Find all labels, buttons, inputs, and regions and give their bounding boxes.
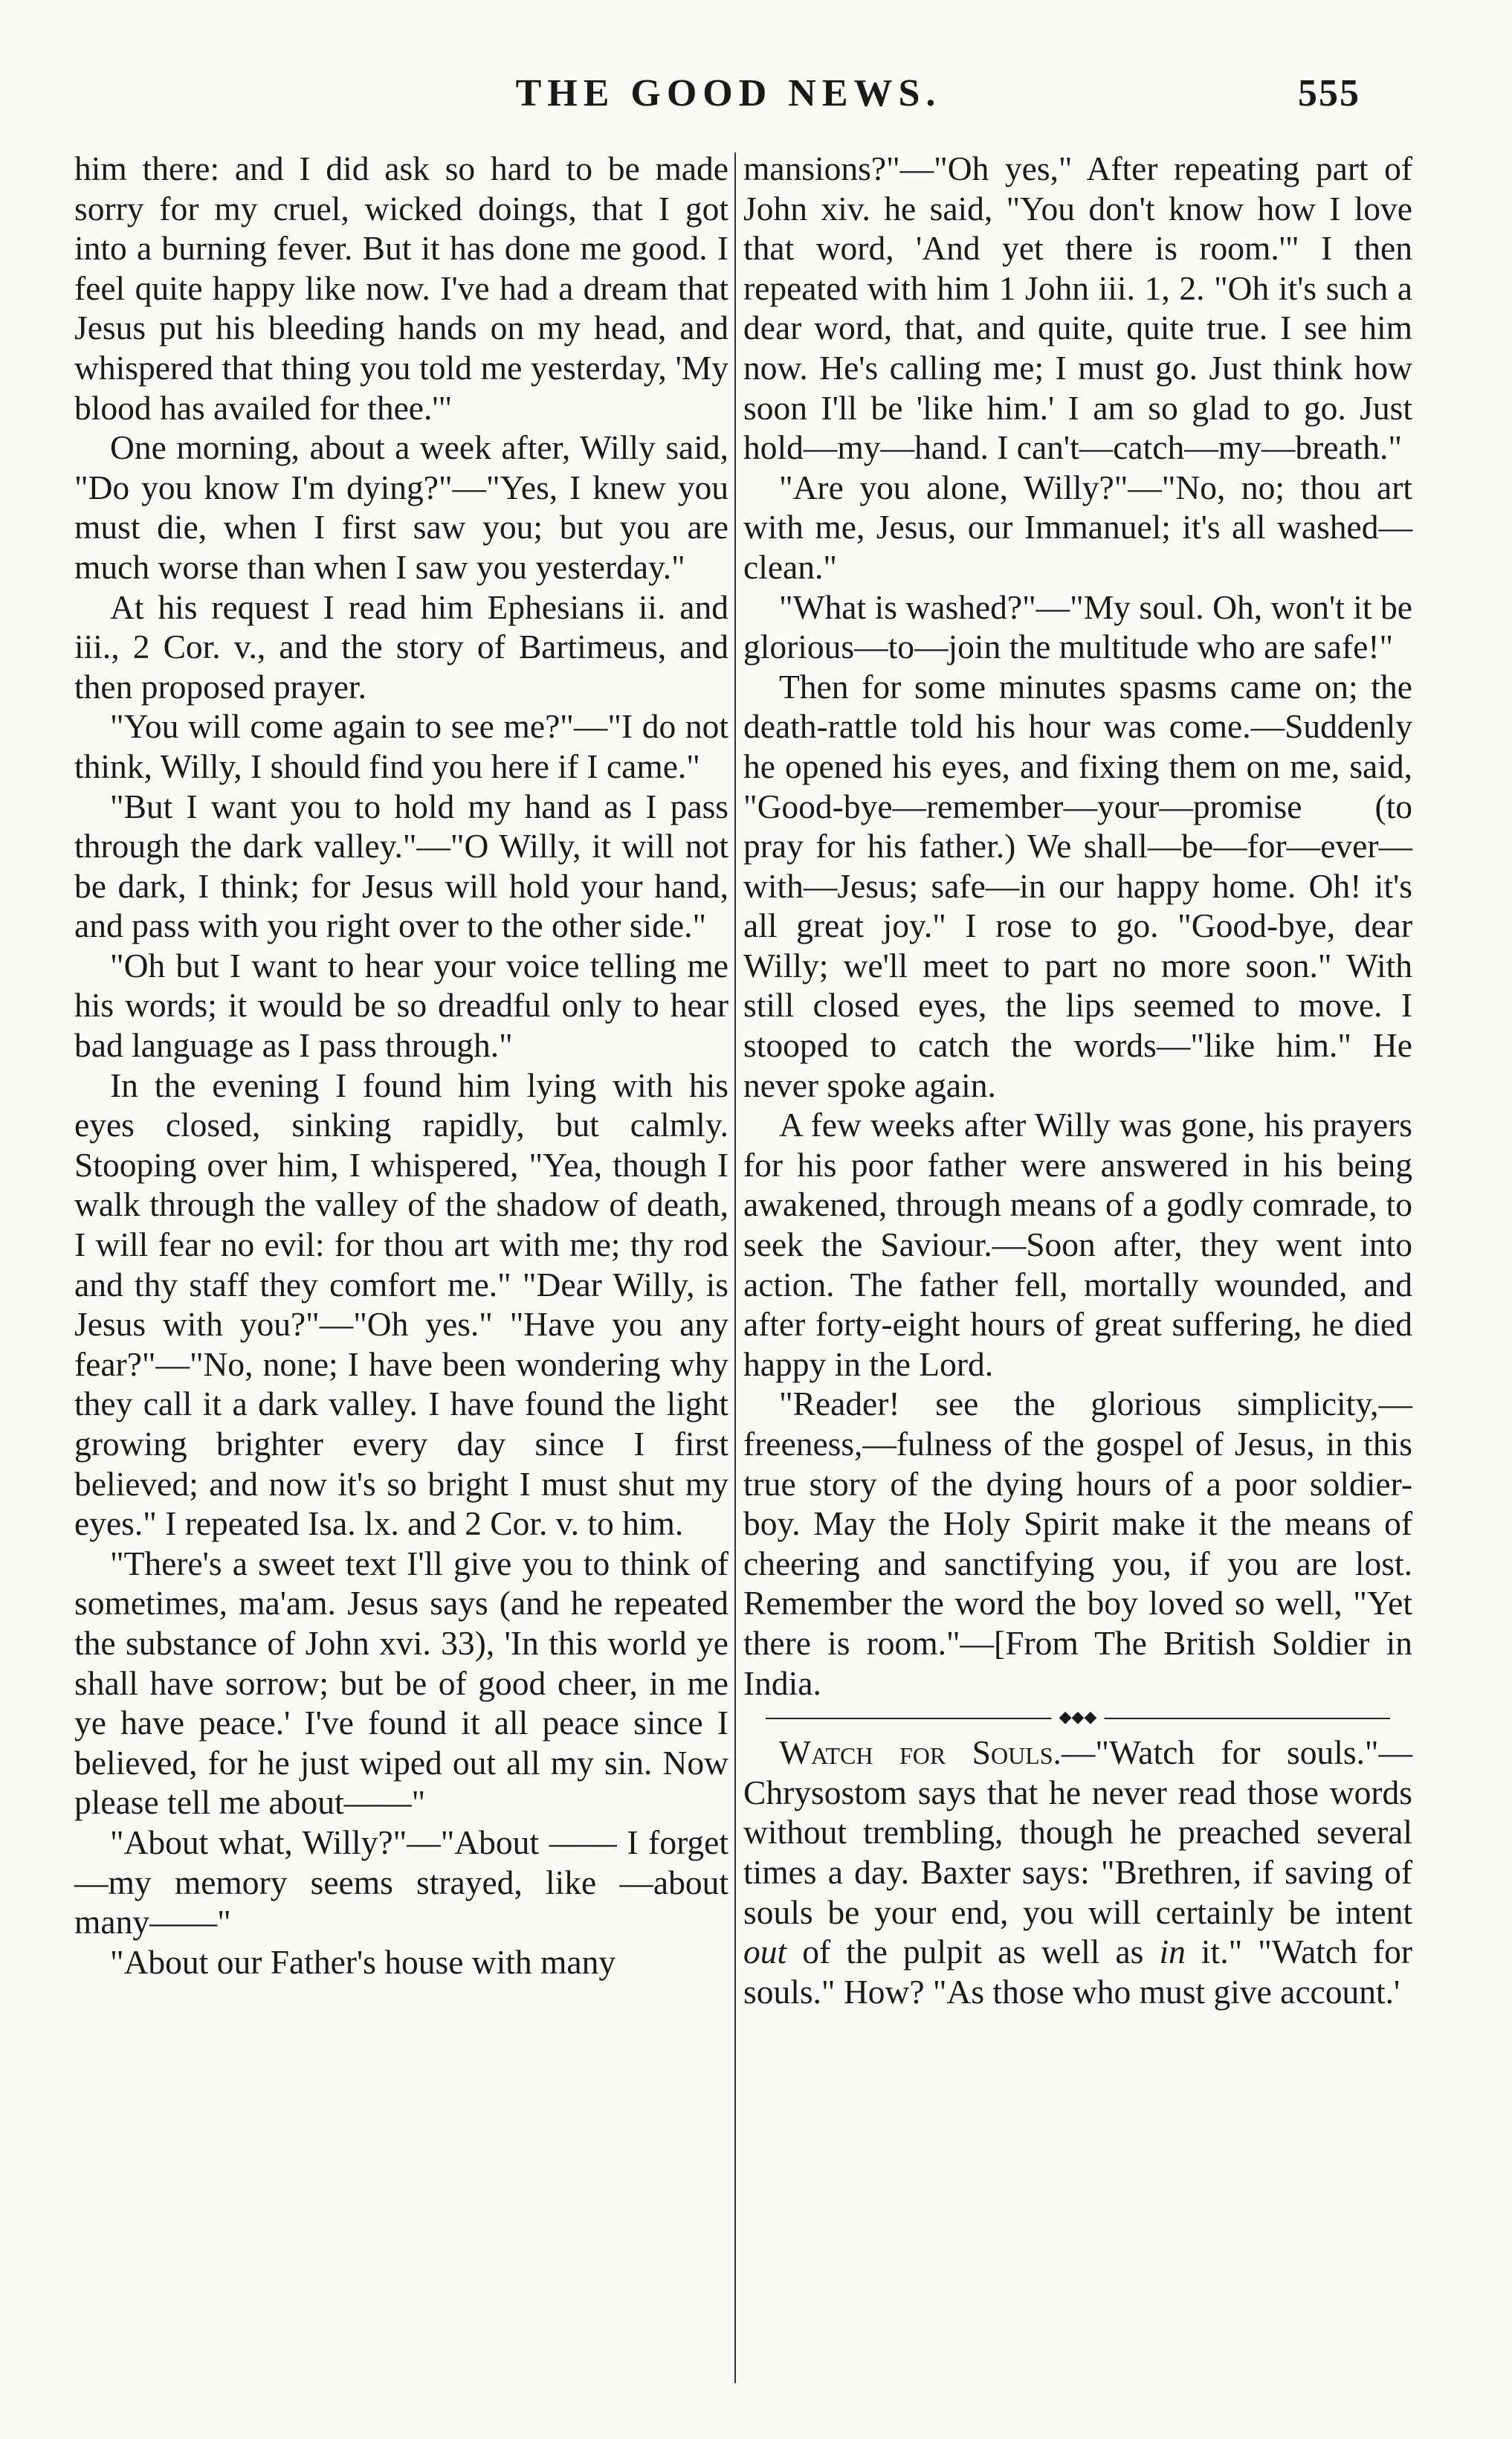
separator-ornament: ◆◆◆ xyxy=(1052,1707,1105,1728)
paragraph: "Reader! see the glorious simplicity,—freeness,—fulness of the gospel of Jesus, in this true story of the dying hours of a poor soldier-boy. May the Holy Spirit make it the means of cheering and sanctifying you, if you are lost. Remember the word the boy loved so well, "Yet there is room."—[From The British Soldier in India. xyxy=(743,1385,1412,1702)
paragraph: In the evening I found him lying with his eyes closed, sinking rapidly, but calmly. Stooping over him, I whispered, "Yea, though I walk through the valley of the shadow of death, I will fear no evil: for thou art with me; thy rod and thy staff they comfort me." "Dear Willy, is Jesus with you?"—"Oh yes." "Have you any fear?"—"No, none; I have been wondering why they call it a dark valley. I have found the light growing brighter every day since I first believed; and now it's so bright I must shut my eyes." I repeated Isa. lx. and 2 Cor. v. to him. xyxy=(74,1066,728,1543)
paragraph-text: of the pulpit as well as xyxy=(786,1933,1160,1971)
page-header xyxy=(97,71,1360,123)
section-separator xyxy=(743,1703,1412,1733)
column-divider xyxy=(734,152,736,2383)
paragraph: "What is washed?"—"My soul. Oh, won't it be glorious—to—join the multitude who are safe!" xyxy=(743,587,1412,666)
page-title: THE GOOD NEWS. xyxy=(515,72,942,115)
paragraph: One morning, about a week after, Willy said, "Do you know I'm dying?"—"Yes, I knew you must die, when I first saw you; but you are much worse than when I saw you yesterday." xyxy=(74,428,728,586)
paragraph: A few weeks after Willy was gone, his prayers for his poor father were answered in his being awakened, through means of a godly comrade, to seek the Saviour.—Soon after, they went into action. The father fell, mortally wounded, and after forty-eight hours of great suffering, he died happy in the Lord. xyxy=(743,1106,1412,1383)
emphasis-text: out xyxy=(743,1933,787,1971)
page-number: 555 xyxy=(1298,72,1360,115)
paragraph-text: —"Watch for souls."—Chrysostom says that he never read those words without trembling, though he preached several times a day. Baxter says: "Brethren, if saving of souls be your end, you will certainly be intent xyxy=(743,1733,1412,1931)
left-column xyxy=(74,149,728,1982)
paragraph: At his request I read him Ephesians ii. and iii., 2 Cor. v., and the story of Bartimeus, and then proposed prayer. xyxy=(74,587,728,706)
watch-for-souls-paragraph xyxy=(743,1733,1412,2011)
paragraph: him there: and I did ask so hard to be made sorry for my cruel, wicked doings, that I got into a burning fever. But it has done me good. I feel quite happy like now. I've had a dream that Jesus put his bleeding hands on my head, and whispered that thing you told me yesterday, 'My blood has availed for thee.'" xyxy=(74,149,728,427)
right-column xyxy=(743,149,1412,2011)
paragraph: "About our Father's house with many xyxy=(110,1942,616,1981)
section-heading: Watch for Souls. xyxy=(779,1733,1062,1772)
paragraph: "But I want you to hold my hand as I pass through the dark valley."—"O Willy, it will not be dark, I think; for Jesus will hold your hand, and pass with you right over to the other side." xyxy=(74,787,728,945)
paragraph: "About what, Willy?"—"About —— I forget—my memory seems strayed, like —about many——" xyxy=(74,1823,728,1942)
paragraph-text: it." "Watch for souls." How? "As those who must give account.' xyxy=(743,1933,1412,2011)
paragraph: "You will come again to see me?"—"I do not think, Willy, I should find you here if I came." xyxy=(74,707,728,785)
emphasis-text: in xyxy=(1159,1933,1186,1971)
paragraph: "Are you alone, Willy?"—"No, no; thou art with me, Jesus, our Immanuel; it's all washed—clean." xyxy=(743,468,1412,586)
paragraph: "There's a sweet text I'll give you to think of sometimes, ma'am. Jesus says (and he repeated the substance of John xvi. 33), 'In this world ye shall have sorrow; but be of good cheer, in me ye have peace.' I've found it all peace since I believed, for he just wiped out all my sin. Now please tell me about——" xyxy=(74,1544,728,1822)
paragraph: Then for some minutes spasms came on; the death-rattle told his hour was come.—Suddenly he opened his eyes, and fixing them on me, said, "Good-bye—remember—your—promise (to pray for his father.) We shall—be—for—ever—with—Jesus; safe—in our happy home. Oh! it's all great joy." I rose to go. "Good-bye, dear Willy; we'll meet to part no more soon." With still closed eyes, the lips seemed to move. I stooped to catch the words—"like him." He never spoke again. xyxy=(743,667,1412,1104)
paragraph: mansions?"—"Oh yes," After repeating part of John xiv. he said, "You don't know how I love that word, 'And yet there is room.'" I then repeated with him 1 John iii. 1, 2. "Oh it's such a dear word, that, and quite, quite true. I see him now. He's calling me; I must go. Just think how soon I'll be 'like him.' I am so glad to go. Just hold—my—hand. I can't—catch—my—breath." xyxy=(743,149,1412,467)
paragraph: "Oh but I want to hear your voice telling me his words; it would be so dreadful only to hear bad language as I pass through." xyxy=(74,946,728,1065)
